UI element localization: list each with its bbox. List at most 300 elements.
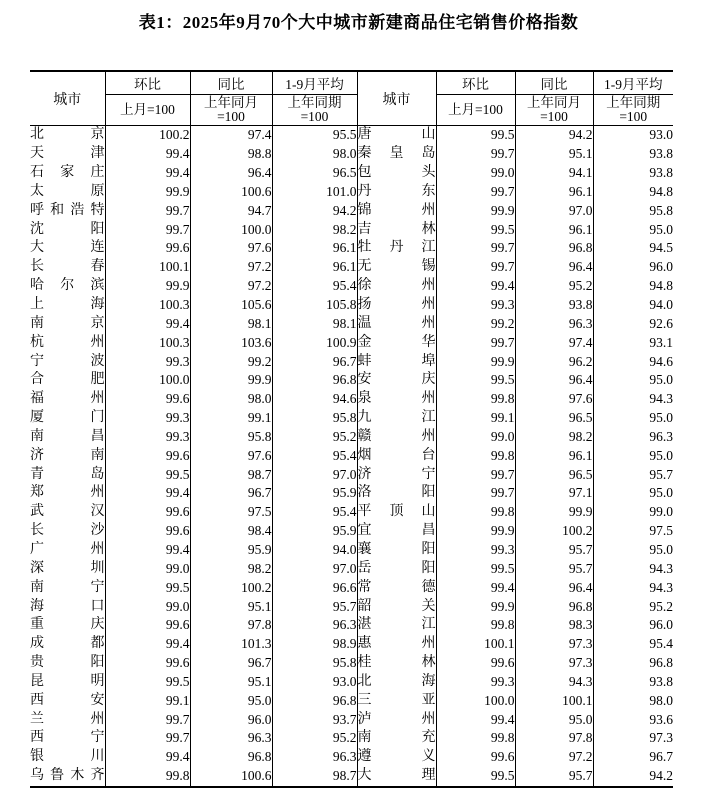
mom-cell: 99.9 — [436, 201, 515, 220]
mom-cell: 99.7 — [105, 710, 190, 729]
mom-cell: 99.7 — [436, 239, 515, 258]
mom-cell: 99.2 — [436, 314, 515, 333]
city-cell — [357, 333, 436, 352]
mom-cell: 99.8 — [436, 729, 515, 748]
city-cell — [30, 239, 105, 258]
city-cell — [30, 314, 105, 333]
city-name: 济宁 — [357, 466, 436, 482]
header-avg-base-left — [272, 95, 357, 126]
header-city-left: 城市 — [30, 71, 105, 126]
city-name: 惠州 — [357, 636, 436, 652]
city-cell — [357, 409, 436, 428]
header-mom-base-left: 上月=100 — [105, 95, 190, 126]
mom-cell: 99.7 — [436, 145, 515, 164]
table-row — [30, 767, 673, 787]
city-cell — [357, 465, 436, 484]
yoy-cell: 96.4 — [515, 578, 593, 597]
city-cell — [357, 729, 436, 748]
mom-cell: 99.3 — [105, 352, 190, 371]
table-row — [30, 428, 673, 447]
city-name: 秦皇岛 — [357, 146, 436, 162]
avg-cell: 97.0 — [272, 559, 357, 578]
mom-cell: 99.6 — [105, 446, 190, 465]
mom-cell: 100.3 — [105, 296, 190, 315]
yoy-cell: 95.1 — [190, 597, 272, 616]
avg-cell: 95.4 — [272, 503, 357, 522]
table-row — [30, 314, 673, 333]
table-row — [30, 484, 673, 503]
yoy-cell: 95.7 — [515, 541, 593, 560]
city-name: 牡丹江 — [357, 240, 436, 256]
yoy-cell: 98.8 — [190, 145, 272, 164]
yoy-cell: 99.9 — [190, 371, 272, 390]
yoy-cell: 95.7 — [515, 559, 593, 578]
header-city-right: 城市 — [357, 71, 436, 126]
city-name: 扬州 — [357, 297, 436, 313]
table-body — [30, 126, 673, 787]
avg-cell: 96.8 — [272, 691, 357, 710]
city-name: 遵义 — [357, 749, 436, 765]
city-name: 杭州 — [30, 334, 105, 350]
city-cell — [357, 654, 436, 673]
yoy-cell: 98.2 — [190, 559, 272, 578]
city-name: 呼和浩特 — [30, 202, 105, 218]
city-cell — [30, 390, 105, 409]
yoy-cell: 97.2 — [190, 258, 272, 277]
yoy-cell: 96.8 — [515, 239, 593, 258]
city-cell — [357, 239, 436, 258]
avg-cell: 96.5 — [272, 164, 357, 183]
yoy-cell: 97.2 — [515, 748, 593, 767]
avg-cell: 93.8 — [649, 673, 673, 689]
mom-cell: 99.6 — [105, 522, 190, 541]
header-avg-base-line1: 上年同期 — [606, 95, 661, 110]
city-cell — [357, 635, 436, 654]
avg-cell: 98.0 — [649, 692, 673, 708]
city-name: 烟台 — [357, 447, 436, 463]
table-row — [30, 201, 673, 220]
avg-cell: 94.3 — [649, 391, 673, 407]
mom-cell: 99.7 — [436, 333, 515, 352]
city-cell — [30, 541, 105, 560]
avg-cell: 98.1 — [272, 314, 357, 333]
avg-cell: 95.2 — [272, 729, 357, 748]
mom-cell: 99.9 — [436, 597, 515, 616]
yoy-cell: 95.7 — [515, 767, 593, 787]
header-avg-base-line2: =100 — [619, 109, 648, 124]
city-cell — [357, 428, 436, 447]
yoy-cell: 96.0 — [190, 710, 272, 729]
table-row — [30, 559, 673, 578]
mom-cell: 99.4 — [105, 748, 190, 767]
table-row — [30, 522, 673, 541]
yoy-cell: 100.2 — [515, 522, 593, 541]
avg-cell: 96.7 — [649, 749, 673, 765]
yoy-cell: 98.7 — [190, 465, 272, 484]
mom-cell: 100.0 — [105, 371, 190, 390]
city-cell — [357, 446, 436, 465]
city-cell — [30, 729, 105, 748]
avg-cell: 105.8 — [272, 296, 357, 315]
header-avg-left: 1-9月平均 — [272, 71, 357, 95]
table-row — [30, 220, 673, 239]
mom-cell: 99.5 — [436, 220, 515, 239]
city-cell — [30, 352, 105, 371]
city-cell — [357, 541, 436, 560]
table-row — [30, 635, 673, 654]
yoy-cell: 97.3 — [515, 654, 593, 673]
city-cell — [357, 767, 436, 787]
city-name: 合肥 — [30, 372, 105, 388]
mom-cell: 99.9 — [436, 522, 515, 541]
city-cell — [357, 277, 436, 296]
mom-cell: 99.9 — [436, 352, 515, 371]
avg-cell: 94.3 — [649, 560, 673, 576]
avg-cell: 95.2 — [272, 428, 357, 447]
city-name: 福州 — [30, 391, 105, 407]
avg-cell: 93.8 — [649, 146, 673, 162]
yoy-cell: 97.6 — [190, 446, 272, 465]
table-row — [30, 239, 673, 258]
avg-cell: 95.0 — [649, 447, 673, 463]
avg-cell: 100.9 — [272, 333, 357, 352]
city-cell — [30, 597, 105, 616]
table-row — [30, 352, 673, 371]
mom-cell: 99.6 — [105, 654, 190, 673]
avg-cell: 95.5 — [272, 126, 357, 145]
yoy-cell: 96.3 — [515, 314, 593, 333]
header-mom-right: 环比 — [436, 71, 515, 95]
table-row — [30, 333, 673, 352]
avg-cell: 95.8 — [272, 409, 357, 428]
yoy-cell: 97.2 — [190, 277, 272, 296]
avg-cell: 96.7 — [272, 352, 357, 371]
yoy-cell: 103.6 — [190, 333, 272, 352]
avg-cell: 98.9 — [272, 635, 357, 654]
avg-cell: 95.0 — [649, 372, 673, 388]
city-cell — [30, 409, 105, 428]
avg-cell: 93.0 — [649, 127, 673, 143]
yoy-cell: 96.8 — [515, 597, 593, 616]
city-name: 成都 — [30, 636, 105, 652]
avg-cell: 96.0 — [649, 259, 673, 275]
city-cell — [357, 710, 436, 729]
city-cell — [357, 258, 436, 277]
avg-cell: 95.7 — [649, 466, 673, 482]
city-cell — [357, 597, 436, 616]
mom-cell: 99.5 — [105, 465, 190, 484]
city-cell — [357, 390, 436, 409]
yoy-cell: 96.4 — [190, 164, 272, 183]
city-cell — [30, 767, 105, 787]
avg-cell: 95.0 — [649, 485, 673, 501]
city-cell — [30, 748, 105, 767]
yoy-cell: 95.0 — [190, 691, 272, 710]
yoy-cell: 97.6 — [515, 390, 593, 409]
city-cell — [30, 691, 105, 710]
mom-cell: 99.4 — [105, 314, 190, 333]
city-name: 泸州 — [357, 711, 436, 727]
yoy-cell: 100.6 — [190, 183, 272, 202]
mom-cell: 99.3 — [436, 541, 515, 560]
avg-cell: 95.7 — [272, 597, 357, 616]
yoy-cell: 99.9 — [515, 503, 593, 522]
mom-cell: 99.7 — [436, 183, 515, 202]
yoy-cell: 96.3 — [190, 729, 272, 748]
table-row — [30, 541, 673, 560]
city-name: 贵阳 — [30, 655, 105, 671]
table-row — [30, 126, 673, 145]
header-avg-base-line2: =100 — [300, 109, 329, 124]
header-yoy-base-line2: =100 — [217, 109, 245, 124]
avg-cell: 96.1 — [272, 239, 357, 258]
city-cell — [357, 145, 436, 164]
table-row — [30, 710, 673, 729]
header-mom-base-right: 上月=100 — [436, 95, 515, 126]
avg-cell: 95.4 — [272, 277, 357, 296]
yoy-cell: 96.7 — [190, 484, 272, 503]
yoy-cell: 95.1 — [515, 145, 593, 164]
city-name: 银川 — [30, 749, 105, 765]
header-yoy-right: 同比 — [515, 71, 593, 95]
table-row — [30, 578, 673, 597]
city-name: 哈尔滨 — [30, 278, 105, 294]
table-row — [30, 616, 673, 635]
avg-cell: 96.8 — [649, 655, 673, 671]
avg-cell: 96.8 — [272, 371, 357, 390]
city-name: 沈阳 — [30, 221, 105, 237]
mom-cell: 99.3 — [436, 296, 515, 315]
city-cell — [30, 333, 105, 352]
yoy-cell: 96.8 — [190, 748, 272, 767]
yoy-cell: 99.1 — [190, 409, 272, 428]
yoy-cell: 96.1 — [515, 183, 593, 202]
table-row — [30, 654, 673, 673]
city-name: 大理 — [357, 768, 436, 784]
mom-cell: 99.6 — [436, 654, 515, 673]
avg-cell: 98.0 — [272, 145, 357, 164]
table-row — [30, 371, 673, 390]
avg-cell: 93.0 — [272, 672, 357, 691]
avg-cell: 95.4 — [649, 636, 673, 652]
city-name: 西宁 — [30, 730, 105, 746]
yoy-cell: 95.1 — [190, 672, 272, 691]
city-cell — [357, 201, 436, 220]
city-cell — [30, 126, 105, 145]
mom-cell: 99.8 — [436, 390, 515, 409]
avg-cell: 96.1 — [272, 258, 357, 277]
city-cell — [357, 672, 436, 691]
yoy-cell: 94.7 — [190, 201, 272, 220]
mom-cell: 99.1 — [105, 691, 190, 710]
city-name: 南充 — [357, 730, 436, 746]
mom-cell: 99.9 — [105, 277, 190, 296]
mom-cell: 99.8 — [436, 503, 515, 522]
yoy-cell: 101.3 — [190, 635, 272, 654]
city-name: 蚌埠 — [357, 353, 436, 369]
city-name: 常德 — [357, 579, 436, 595]
city-name: 襄阳 — [357, 541, 436, 557]
table-row — [30, 258, 673, 277]
yoy-cell: 94.3 — [515, 672, 593, 691]
avg-cell: 99.0 — [649, 504, 673, 520]
avg-cell: 98.2 — [272, 220, 357, 239]
mom-cell: 99.0 — [105, 597, 190, 616]
avg-cell: 96.3 — [272, 616, 357, 635]
city-cell — [30, 164, 105, 183]
yoy-cell: 97.8 — [515, 729, 593, 748]
yoy-cell: 105.6 — [190, 296, 272, 315]
avg-cell: 96.0 — [649, 617, 673, 633]
table-row — [30, 409, 673, 428]
city-name: 温州 — [357, 315, 436, 331]
city-name: 长春 — [30, 259, 105, 275]
yoy-cell: 96.5 — [515, 465, 593, 484]
city-name: 包头 — [357, 165, 436, 181]
header-yoy-base-right — [515, 95, 593, 126]
yoy-cell: 100.1 — [515, 691, 593, 710]
city-cell — [30, 503, 105, 522]
city-name: 济南 — [30, 447, 105, 463]
city-name: 青岛 — [30, 466, 105, 482]
table-row — [30, 672, 673, 691]
city-cell — [30, 277, 105, 296]
yoy-cell: 95.8 — [190, 428, 272, 447]
mom-cell: 99.5 — [436, 767, 515, 787]
yoy-cell: 97.8 — [190, 616, 272, 635]
mom-cell: 99.8 — [105, 767, 190, 787]
mom-cell: 99.5 — [436, 559, 515, 578]
avg-cell: 95.8 — [272, 654, 357, 673]
city-name: 丹东 — [357, 183, 436, 199]
header-avg-base-line1: 上年同期 — [287, 95, 342, 110]
mom-cell: 99.3 — [105, 428, 190, 447]
mom-cell: 99.4 — [105, 635, 190, 654]
city-name: 赣州 — [357, 428, 436, 444]
yoy-cell: 95.0 — [515, 710, 593, 729]
header-yoy-base-line1: 上年同月 — [204, 95, 258, 110]
yoy-cell: 95.9 — [190, 541, 272, 560]
city-cell — [30, 522, 105, 541]
mom-cell: 99.3 — [105, 409, 190, 428]
city-cell — [30, 446, 105, 465]
city-name: 郑州 — [30, 485, 105, 501]
city-name: 深圳 — [30, 560, 105, 576]
city-name: 泉州 — [357, 391, 436, 407]
yoy-cell: 97.0 — [515, 201, 593, 220]
city-cell — [357, 296, 436, 315]
city-name: 太原 — [30, 183, 105, 199]
city-cell — [357, 220, 436, 239]
city-name: 厦门 — [30, 410, 105, 426]
avg-cell: 96.3 — [272, 748, 357, 767]
mom-cell: 99.4 — [105, 164, 190, 183]
mom-cell: 99.5 — [436, 371, 515, 390]
city-name: 无锡 — [357, 259, 436, 275]
city-name: 西安 — [30, 692, 105, 708]
city-name: 南宁 — [30, 579, 105, 595]
mom-cell: 99.4 — [105, 484, 190, 503]
city-cell — [30, 371, 105, 390]
city-name: 金华 — [357, 334, 436, 350]
city-cell — [30, 201, 105, 220]
city-cell — [357, 183, 436, 202]
mom-cell: 99.8 — [436, 616, 515, 635]
city-cell — [30, 654, 105, 673]
city-cell — [357, 578, 436, 597]
avg-cell: 98.7 — [272, 767, 357, 787]
yoy-cell: 98.2 — [515, 428, 593, 447]
yoy-cell: 98.1 — [190, 314, 272, 333]
yoy-cell: 98.0 — [190, 390, 272, 409]
table-title: 表1：2025年9月70个大中城市新建商品住宅销售价格指数 — [138, 13, 579, 32]
mom-cell: 99.7 — [436, 465, 515, 484]
avg-cell: 95.2 — [649, 598, 673, 614]
yoy-cell: 96.1 — [515, 220, 593, 239]
avg-cell: 93.6 — [649, 711, 673, 727]
mom-cell: 99.4 — [436, 578, 515, 597]
mom-cell: 99.4 — [436, 277, 515, 296]
mom-cell: 99.6 — [105, 616, 190, 635]
mom-cell: 99.0 — [436, 428, 515, 447]
yoy-cell: 98.3 — [515, 616, 593, 635]
city-cell — [30, 465, 105, 484]
city-name: 兰州 — [30, 711, 105, 727]
city-cell — [357, 126, 436, 145]
city-cell — [357, 522, 436, 541]
yoy-cell: 96.1 — [515, 446, 593, 465]
city-name: 大连 — [30, 240, 105, 256]
mom-cell: 99.4 — [105, 145, 190, 164]
city-cell — [30, 145, 105, 164]
city-name: 武汉 — [30, 504, 105, 520]
mom-cell: 99.8 — [436, 446, 515, 465]
table-row — [30, 390, 673, 409]
city-name: 吉林 — [357, 221, 436, 237]
table-row — [30, 183, 673, 202]
table-row — [30, 503, 673, 522]
city-cell — [30, 258, 105, 277]
yoy-cell: 100.2 — [190, 578, 272, 597]
city-name: 桂林 — [357, 655, 436, 671]
city-cell — [357, 164, 436, 183]
city-name: 宜昌 — [357, 523, 436, 539]
mom-cell: 99.5 — [436, 126, 515, 145]
city-cell — [357, 616, 436, 635]
mom-cell: 99.6 — [436, 748, 515, 767]
mom-cell: 99.4 — [436, 710, 515, 729]
city-cell — [30, 635, 105, 654]
city-name: 三亚 — [357, 692, 436, 708]
avg-cell: 96.6 — [272, 578, 357, 597]
city-name: 南昌 — [30, 428, 105, 444]
table-row — [30, 164, 673, 183]
table-row — [30, 748, 673, 767]
avg-cell: 93.8 — [649, 165, 673, 181]
city-cell — [357, 691, 436, 710]
avg-cell: 96.3 — [649, 428, 673, 444]
header-avg-base-right — [593, 95, 673, 126]
table-row — [30, 597, 673, 616]
mom-cell: 99.7 — [105, 729, 190, 748]
yoy-cell: 94.1 — [515, 164, 593, 183]
city-name: 南京 — [30, 315, 105, 331]
city-cell — [357, 352, 436, 371]
city-cell — [30, 484, 105, 503]
header-mom-left: 环比 — [105, 71, 190, 95]
avg-cell: 95.9 — [272, 484, 357, 503]
mom-cell: 100.0 — [436, 691, 515, 710]
